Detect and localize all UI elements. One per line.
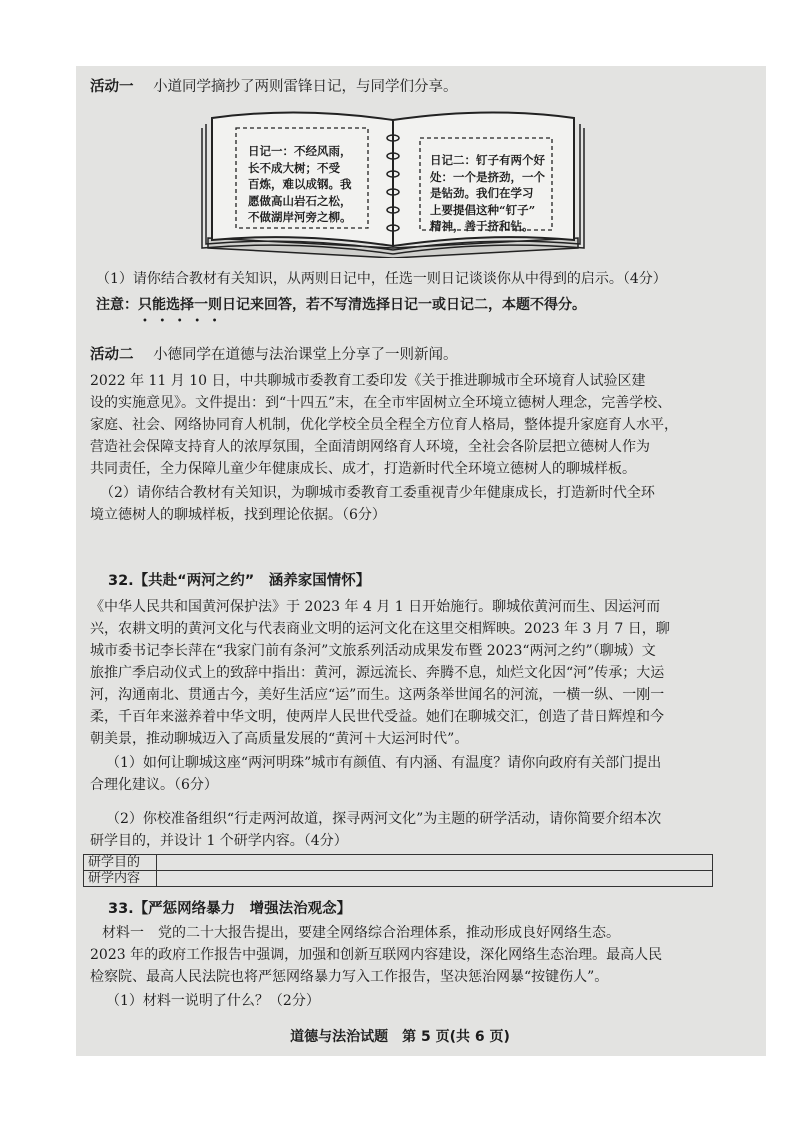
news-line: 共同责任，全力保障儿童少年健康成长、成才，打造新时代全环境立德树人的聊城样板。 (90, 461, 636, 477)
research-content-label: 研学内容 (84, 871, 157, 887)
table-row (84, 855, 713, 871)
research-purpose-label: 研学目的 (84, 855, 157, 871)
table-row (84, 871, 713, 887)
q32-text: 旅推广季启动仪式上的致辞中指出：黄河，源远流长、奔腾不息，灿烂文化因“河”传承；大运 (90, 665, 665, 681)
q32-title: 32.【共赴“两河之约” 涵养家国情怀】 (108, 573, 371, 589)
q32-text: 兴，农耕文明的黄河文化与代表商业文明的运河文化在这里交相辉映。2023 年 3 月 7 日，聊 (90, 621, 670, 637)
diary-one-text: 日记一：不经风雨， 长不成大树；不受 百炼，难以成钢。我 愿做高山岩石之松， 不做湖岸河旁之柳。 (248, 144, 352, 224)
q32-question2: 研学目的，并设计 1 个研学内容。（4分） (90, 833, 348, 849)
page-footer: 道德与法治试题 第 5 页(共 6 页) (290, 1029, 510, 1045)
q33-text: 材料一 党的二十大报告提出，要建全网络综合治理体系，推动形成良好网络生态。 (102, 925, 620, 941)
news-line: 营造社会保障支持育人的浓厚氛围，全面清朗网络育人环境，全社会各阶层把立德树人作为 (90, 439, 650, 455)
q32-text: 河，沟通南北、贯通古今，美好生活应“运”而生。这两条举世闻名的河流，一横一纵、一刚一 (90, 687, 665, 703)
research-table (83, 854, 713, 887)
q33-text: 检察院、最高人民法院也将严惩网络暴力写入工作报告，坚决惩治网暴“按键伤人”。 (90, 969, 609, 985)
q32-question1: （1）如何让聊城这座“两河明珠”城市有颜值、有内涵、有温度？请你向政府有关部门提出 (106, 755, 662, 771)
q32-text: 《中华人民共和国黄河保护法》于 2023 年 4 月 1 日开始施行。聊城依黄河而生、因运河而 (90, 599, 661, 615)
news-line: 家庭、社会、网络协同育人机制，优化学校全员全程全方位育人格局，整体提升家庭育人水平， (90, 417, 678, 433)
news-line: 2022 年 11 月 10 日，中共聊城市委教育工委印发《关于推进聊城市全环境育人试验区建 (90, 373, 646, 389)
q32-question1: 合理化建议。（6分） (90, 777, 218, 793)
activity1-heading: 活动一 小道同学摘抄了两则雷锋日记，与同学们分享。 (90, 79, 458, 95)
activity1-note: 注意：只能选择一则日记来回答，若不写清选择日记一或日记二，本题不得分。 (96, 297, 586, 313)
news-line: 设的实施意见》。文件提出：到“十四五”末，在全市牢固树立全环境立德树人理念，完善学校、 (90, 395, 672, 411)
q33-text: 2023 年的政府工作报告中强调，加强和创新互联网内容建设，深化网络生态治理。最高人民 (90, 947, 663, 963)
diary-two-text: 日记二：钉子有两个好 处：一个是挤劲，一个 是钻劲。我们在学习 上要提倡这种“钉子” 精神，善于挤和钻。 (430, 153, 545, 233)
q33-question1: （1）材料一说明了什么？（2分） (106, 993, 320, 1009)
q32-question2: （2）你校准备组织“行走两河故道，探寻两河文化”为主题的研学活动，请你简要介绍本次 (106, 811, 662, 827)
activity2-question: 境立德树人的聊城样板，找到理论依据。（6分） (90, 507, 386, 523)
research-content-answer-cell[interactable] (157, 871, 713, 887)
q33-title: 33.【严惩网络暴力 增强法治观念】 (108, 901, 352, 917)
q32-text: 朝美景，推动聊城迈入了高质量发展的“黄河＋大运河时代”。 (90, 731, 469, 747)
activity2-heading: 活动二 小德同学在道德与法治课堂上分享了一则新闻。 (90, 347, 458, 363)
q32-text: 城市委书记李长萍在“我家门前有条河”文旅系列活动成果发布暨 2023“两河之约”（聊城）文 (90, 643, 656, 659)
research-purpose-answer-cell[interactable] (157, 855, 713, 871)
activity1-question: （1）请你结合教材有关知识，从两则日记中，任选一则日记谈谈你从中得到的启示。（4分） (96, 271, 667, 287)
q32-text: 柔，千百年来滋养着中华文明，使两岸人民世代受益。她们在聊城交汇，创造了昔日辉煌和今 (90, 709, 664, 725)
emphasis-dots: ••••• (142, 316, 229, 327)
activity2-question: （2）请你结合教材有关知识，为聊城市委教育工委重视青少年健康成长，打造新时代全环 (100, 485, 655, 501)
